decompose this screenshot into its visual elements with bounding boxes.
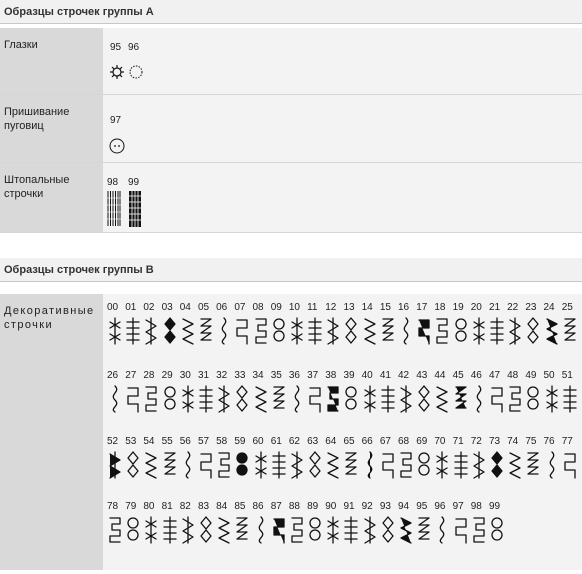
stitch-number: 79 bbox=[125, 501, 137, 512]
decorative-stitch-icon bbox=[489, 315, 507, 347]
decorative-stitch-icon bbox=[398, 514, 416, 546]
decorative-stitch-icon bbox=[362, 315, 380, 347]
decorative-stitch-icon bbox=[507, 383, 525, 415]
stitch-number: 02 bbox=[143, 302, 155, 313]
stitch-number: 33 bbox=[234, 370, 246, 381]
stitch-number: 48 bbox=[507, 370, 519, 381]
decorative-stitch-icon bbox=[507, 449, 525, 481]
stitch-number: 18 bbox=[434, 302, 446, 313]
decorative-stitch-icon bbox=[362, 383, 380, 415]
stitch-number: 74 bbox=[507, 436, 519, 447]
stitch-number: 86 bbox=[252, 501, 264, 512]
stitch-number: 49 bbox=[525, 370, 537, 381]
stitch-number: 27 bbox=[125, 370, 137, 381]
decorative-stitch-icon bbox=[216, 514, 234, 546]
decorative-stitch-icon bbox=[434, 449, 452, 481]
group-a-title: Образцы строчек группы А bbox=[0, 0, 582, 24]
decorative-stitch-icon bbox=[180, 315, 198, 347]
decorative-stitch-icon bbox=[325, 449, 343, 481]
decorative-stitch-icon bbox=[471, 383, 489, 415]
decorative-stitch-icon bbox=[198, 315, 216, 347]
decorative-stitch-icon bbox=[253, 315, 271, 347]
decorative-stitch-icon bbox=[416, 383, 434, 415]
stitch-number: 85 bbox=[234, 501, 246, 512]
row-decorative bbox=[0, 294, 582, 570]
row-label-darning: Штопальные строчки bbox=[0, 163, 103, 232]
stitch-number: 14 bbox=[361, 302, 373, 313]
decorative-stitch-icon bbox=[180, 383, 198, 415]
stitch-number: 00 bbox=[107, 302, 119, 313]
decorative-stitch-icon bbox=[453, 315, 471, 347]
decorative-stitch-icon bbox=[380, 315, 398, 347]
stitch-number: 95 bbox=[110, 42, 122, 53]
stitch-number: 30 bbox=[179, 370, 191, 381]
decorative-stitch-icon bbox=[253, 449, 271, 481]
decorative-stitch-icon bbox=[362, 514, 380, 546]
stitch-number: 67 bbox=[379, 436, 391, 447]
stitch-number: 28 bbox=[143, 370, 155, 381]
stitch-number: 06 bbox=[216, 302, 228, 313]
decorative-stitch-icon bbox=[289, 383, 307, 415]
stitch-number: 24 bbox=[543, 302, 555, 313]
decorative-stitch-icon bbox=[489, 383, 507, 415]
stitch-number: 83 bbox=[197, 501, 210, 512]
stitch-number: 57 bbox=[197, 436, 210, 447]
darning-wide-icon bbox=[128, 190, 142, 228]
stitch-number: 53 bbox=[125, 436, 137, 447]
decorative-stitch-icon bbox=[198, 514, 216, 546]
stitch-number: 21 bbox=[488, 302, 501, 313]
decorative-stitch-icon bbox=[107, 383, 125, 415]
stitch-number: 77 bbox=[561, 436, 573, 447]
decorative-stitch-icon bbox=[544, 449, 562, 481]
decorative-stitch-icon bbox=[380, 383, 398, 415]
decorative-stitch-icon bbox=[125, 514, 143, 546]
decorative-stitch-icon bbox=[525, 383, 543, 415]
stitch-number: 78 bbox=[107, 501, 119, 512]
stitch-number: 26 bbox=[107, 370, 119, 381]
stitch-number: 36 bbox=[288, 370, 300, 381]
decorative-stitch-icon bbox=[234, 383, 252, 415]
stitch-number: 66 bbox=[361, 436, 373, 447]
decorative-stitch-icon bbox=[544, 383, 562, 415]
stitch-number: 09 bbox=[270, 302, 282, 313]
row-label-eyelets: Глазки bbox=[0, 28, 103, 94]
decorative-stitch-icon bbox=[544, 315, 562, 347]
stitch-number: 81 bbox=[161, 501, 173, 512]
stitch-number: 07 bbox=[234, 302, 246, 313]
stitch-number: 63 bbox=[307, 436, 319, 447]
stitch-number: 68 bbox=[398, 436, 410, 447]
stitch-number: 93 bbox=[379, 501, 391, 512]
decorative-stitch-icon bbox=[143, 449, 161, 481]
decorative-stitch-icon bbox=[180, 514, 198, 546]
decorative-stitch-icon bbox=[107, 514, 125, 546]
decorative-stitch-icon bbox=[271, 514, 289, 546]
stitch-number: 40 bbox=[361, 370, 373, 381]
decorative-stitch-icon bbox=[489, 449, 507, 481]
stitch-number: 70 bbox=[434, 436, 446, 447]
stitch-number: 04 bbox=[179, 302, 191, 313]
stitch-number: 88 bbox=[288, 501, 300, 512]
stitch-number: 51 bbox=[561, 370, 573, 381]
decorative-stitch-icon bbox=[234, 315, 252, 347]
stitch-number: 23 bbox=[525, 302, 537, 313]
stitch-number: 39 bbox=[343, 370, 355, 381]
stitch-number: 72 bbox=[470, 436, 482, 447]
stitch-number: 92 bbox=[361, 501, 373, 512]
stitch-number: 71 bbox=[452, 436, 464, 447]
stitch-number: 89 bbox=[307, 501, 319, 512]
decorative-stitch-icon bbox=[162, 315, 180, 347]
decorative-stitch-icon bbox=[198, 449, 216, 481]
decorative-stitch-icon bbox=[307, 514, 325, 546]
decorative-stitch-icon bbox=[162, 449, 180, 481]
decorative-stitch-icon bbox=[471, 449, 489, 481]
stitch-number: 50 bbox=[543, 370, 555, 381]
decorative-stitch-icon bbox=[125, 383, 143, 415]
decorative-stitch-icon bbox=[416, 514, 434, 546]
decorative-stitch-icon bbox=[289, 315, 307, 347]
stitch-number: 75 bbox=[525, 436, 537, 447]
stitch-number: 11 bbox=[307, 302, 318, 313]
row-label-decorative: Декоративные строчки bbox=[0, 294, 103, 570]
stitch-number: 08 bbox=[252, 302, 264, 313]
decorative-stitch-icon bbox=[289, 449, 307, 481]
decorative-stitch-icon bbox=[343, 383, 361, 415]
stitch-number: 35 bbox=[270, 370, 282, 381]
decorative-stitch-icon bbox=[325, 315, 343, 347]
darning-narrow-icon bbox=[107, 190, 121, 228]
decorative-stitch-icon bbox=[271, 449, 289, 481]
decorative-stitch-icon bbox=[125, 315, 143, 347]
stitch-number: 03 bbox=[161, 302, 173, 313]
decorative-stitch-icon bbox=[253, 383, 271, 415]
decorative-stitch-icon bbox=[453, 383, 471, 415]
stitch-number: 91 bbox=[343, 501, 355, 512]
row-label-button-sewing: Пришивание пуговиц bbox=[0, 95, 103, 162]
stitch-number: 97 bbox=[452, 501, 464, 512]
decorative-stitch-icon bbox=[143, 383, 161, 415]
decorative-stitch-icon bbox=[180, 449, 198, 481]
decorative-stitch-icon bbox=[107, 315, 125, 347]
stitch-number: 13 bbox=[343, 302, 355, 313]
stitch-number: 97 bbox=[110, 115, 122, 126]
decorative-stitch-icon bbox=[343, 514, 361, 546]
stitch-number: 10 bbox=[288, 302, 300, 313]
stitch-number: 29 bbox=[161, 370, 173, 381]
decorative-stitch-icon bbox=[434, 315, 452, 347]
stitch-number: 15 bbox=[379, 302, 391, 313]
decorative-stitch-icon bbox=[343, 449, 361, 481]
stitch-number: 46 bbox=[470, 370, 482, 381]
decorative-stitch-icon bbox=[234, 514, 252, 546]
stitch-number: 96 bbox=[434, 501, 446, 512]
stitch-number: 90 bbox=[325, 501, 337, 512]
group-b-title: Образцы строчек группы В bbox=[0, 258, 582, 282]
stitch-number: 19 bbox=[452, 302, 464, 313]
stitch-number: 58 bbox=[216, 436, 228, 447]
decorative-stitch-grid bbox=[103, 294, 582, 570]
decorative-stitch-icon bbox=[162, 514, 180, 546]
stitch-number: 76 bbox=[543, 436, 555, 447]
decorative-stitch-icon bbox=[307, 449, 325, 481]
stitch-number: 38 bbox=[325, 370, 337, 381]
stitch-number: 20 bbox=[470, 302, 482, 313]
stitch-number: 98 bbox=[107, 177, 119, 188]
decorative-stitch-icon bbox=[380, 449, 398, 481]
stitch-number: 87 bbox=[270, 501, 282, 512]
stitch-number: 94 bbox=[398, 501, 410, 512]
stitch-number: 44 bbox=[434, 370, 446, 381]
stitch-number: 25 bbox=[561, 302, 573, 313]
decorative-stitch-icon bbox=[362, 449, 380, 481]
stitch-number: 16 bbox=[398, 302, 410, 313]
stitch-number: 64 bbox=[325, 436, 337, 447]
decorative-stitch-icon bbox=[143, 514, 161, 546]
row-button-sewing bbox=[0, 95, 582, 163]
stitch-number: 55 bbox=[161, 436, 173, 447]
stitch-number: 47 bbox=[488, 370, 501, 381]
decorative-stitch-icon bbox=[107, 449, 125, 481]
stitch-number: 59 bbox=[234, 436, 246, 447]
stitch-number: 12 bbox=[325, 302, 337, 313]
decorative-stitch-icon bbox=[562, 449, 580, 481]
stitch-number: 01 bbox=[125, 302, 137, 313]
decorative-stitch-icon bbox=[325, 383, 343, 415]
row-content-eyelets bbox=[103, 28, 582, 94]
decorative-stitch-icon bbox=[525, 315, 543, 347]
stitch-number: 65 bbox=[343, 436, 355, 447]
decorative-stitch-icon bbox=[562, 315, 580, 347]
stitch-number: 34 bbox=[252, 370, 264, 381]
stitch-number: 31 bbox=[197, 370, 210, 381]
stitch-number: 41 bbox=[379, 370, 391, 381]
stitch-number: 45 bbox=[452, 370, 464, 381]
decorative-stitch-icon bbox=[471, 514, 489, 546]
stitch-number: 98 bbox=[470, 501, 482, 512]
decorative-stitch-icon bbox=[289, 514, 307, 546]
button-sew-icon bbox=[108, 137, 126, 155]
stitch-number: 22 bbox=[507, 302, 519, 313]
decorative-stitch-icon bbox=[216, 449, 234, 481]
stitch-number: 95 bbox=[416, 501, 428, 512]
decorative-stitch-icon bbox=[434, 383, 452, 415]
decorative-stitch-icon bbox=[562, 383, 580, 415]
stitch-number: 43 bbox=[416, 370, 428, 381]
decorative-stitch-icon bbox=[234, 449, 252, 481]
stitch-number: 80 bbox=[143, 501, 155, 512]
stitch-number: 52 bbox=[107, 436, 119, 447]
stitch-number: 84 bbox=[216, 501, 228, 512]
decorative-stitch-icon bbox=[453, 514, 471, 546]
dotted-circle-eyelet-icon bbox=[127, 64, 145, 80]
stitch-number: 05 bbox=[197, 302, 210, 313]
decorative-stitch-icon bbox=[453, 449, 471, 481]
sunburst-eyelet-icon bbox=[109, 64, 127, 80]
stitch-number: 17 bbox=[416, 302, 428, 313]
stitch-number: 69 bbox=[416, 436, 428, 447]
decorative-stitch-icon bbox=[307, 383, 325, 415]
stitch-number: 99 bbox=[128, 177, 140, 188]
stitch-number: 42 bbox=[398, 370, 410, 381]
row-content-darning bbox=[103, 163, 582, 232]
decorative-stitch-icon bbox=[398, 383, 416, 415]
decorative-stitch-icon bbox=[525, 449, 543, 481]
decorative-stitch-icon bbox=[125, 449, 143, 481]
stitch-number: 73 bbox=[488, 436, 501, 447]
decorative-stitch-icon bbox=[253, 514, 271, 546]
decorative-stitch-icon bbox=[398, 315, 416, 347]
decorative-stitch-icon bbox=[416, 315, 434, 347]
stitch-number: 54 bbox=[143, 436, 155, 447]
decorative-stitch-icon bbox=[398, 449, 416, 481]
decorative-stitch-icon bbox=[143, 315, 161, 347]
decorative-stitch-icon bbox=[271, 383, 289, 415]
decorative-stitch-icon bbox=[271, 315, 289, 347]
stitch-number: 56 bbox=[179, 436, 191, 447]
stitch-number: 61 bbox=[270, 436, 282, 447]
row-content-button-sewing bbox=[103, 95, 582, 162]
stitch-number: 82 bbox=[179, 501, 191, 512]
decorative-stitch-icon bbox=[434, 514, 452, 546]
decorative-stitch-icon bbox=[198, 383, 216, 415]
stitch-number: 37 bbox=[307, 370, 319, 381]
row-eyelets bbox=[0, 28, 582, 95]
decorative-stitch-icon bbox=[216, 315, 234, 347]
stitch-number: 62 bbox=[288, 436, 300, 447]
decorative-stitch-icon bbox=[507, 315, 525, 347]
decorative-stitch-icon bbox=[216, 383, 234, 415]
decorative-stitch-icon bbox=[380, 514, 398, 546]
stitch-number: 96 bbox=[128, 42, 140, 53]
stitch-number: 32 bbox=[216, 370, 228, 381]
decorative-stitch-icon bbox=[343, 315, 361, 347]
decorative-stitch-icon bbox=[471, 315, 489, 347]
decorative-stitch-icon bbox=[416, 449, 434, 481]
decorative-stitch-icon bbox=[307, 315, 325, 347]
decorative-stitch-icon bbox=[162, 383, 180, 415]
stitch-number: 99 bbox=[488, 501, 501, 512]
stitch-number: 60 bbox=[252, 436, 264, 447]
decorative-stitch-icon bbox=[325, 514, 343, 546]
row-darning bbox=[0, 163, 582, 233]
decorative-stitch-icon bbox=[489, 514, 507, 546]
